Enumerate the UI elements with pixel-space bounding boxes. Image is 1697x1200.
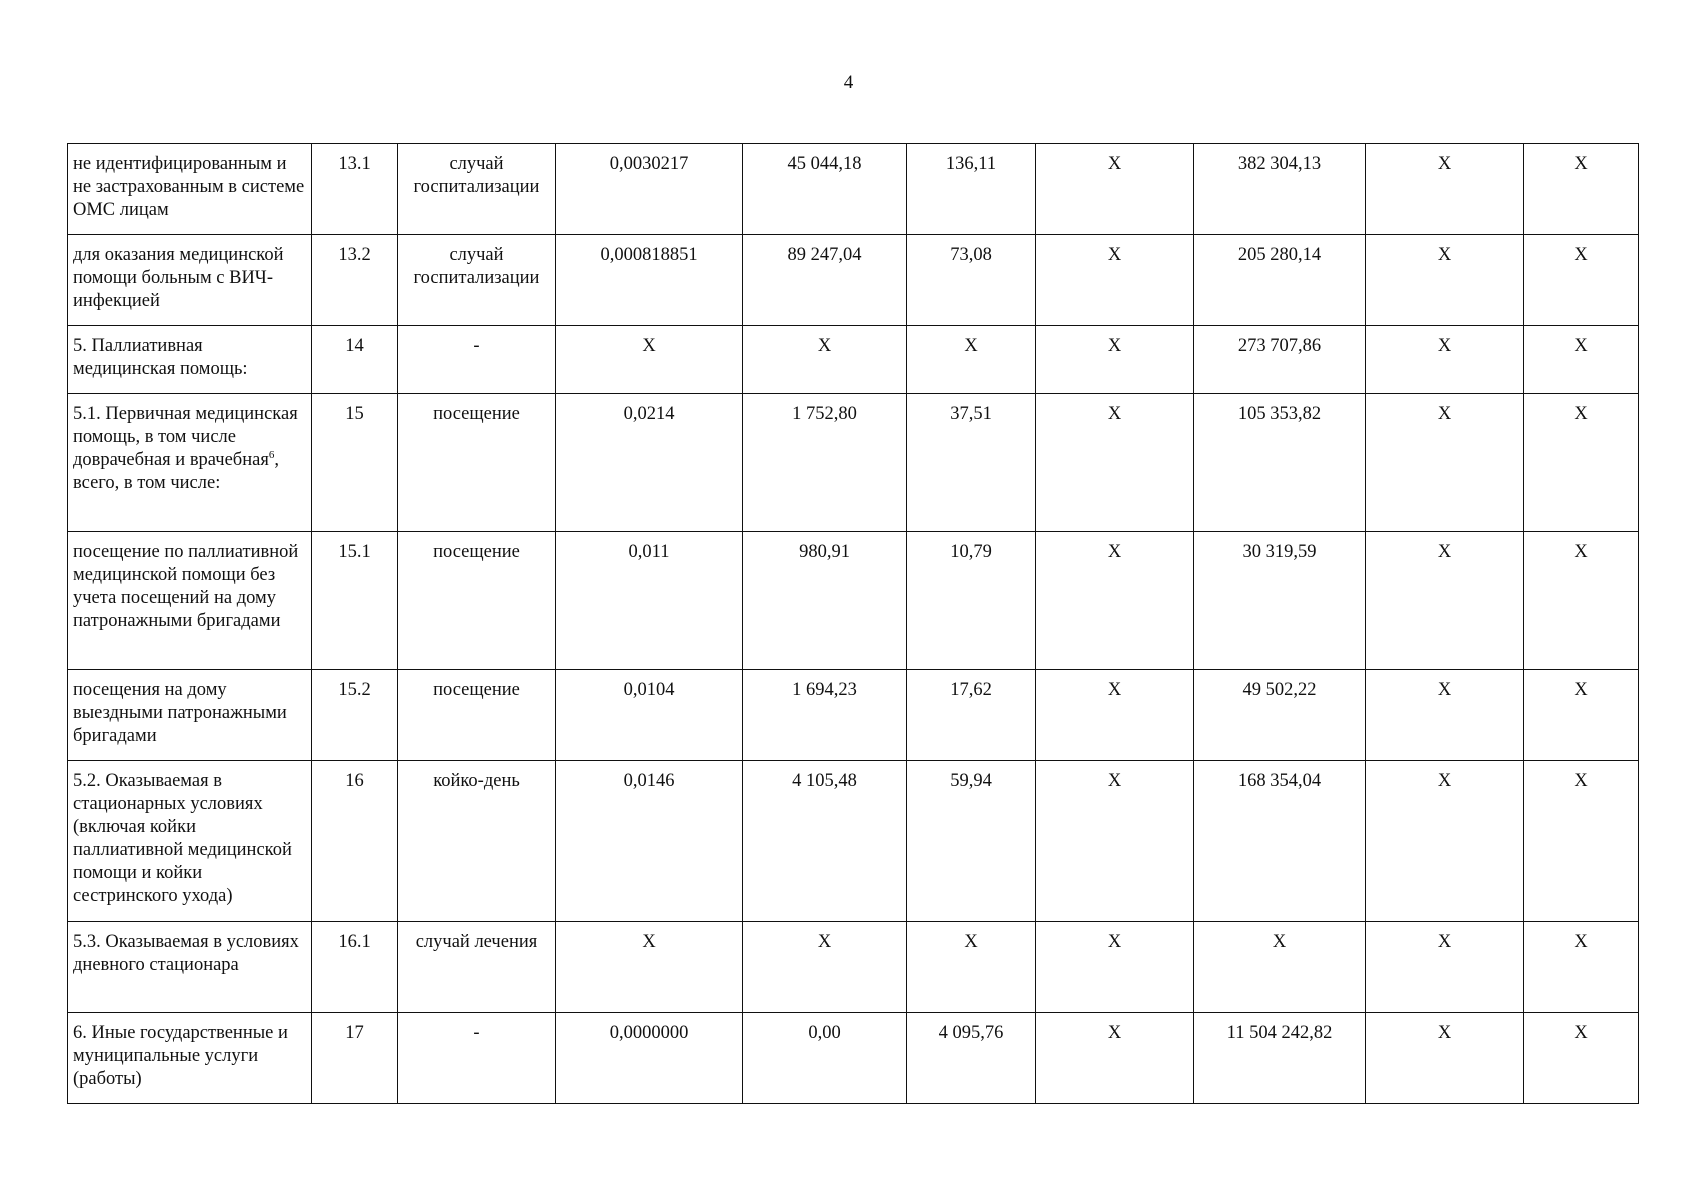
value-cell: X — [1524, 326, 1639, 394]
value-cell: 49 502,22 — [1194, 670, 1366, 761]
value-cell: 1 752,80 — [743, 394, 907, 532]
row-name-cell: не идентифицированным и не застрахованным в системе ОМС лицам — [68, 144, 312, 235]
row-name-cell: 5.2. Оказываемая в стационарных условиях (включая койки паллиативной медицинской помощи и койки сестринского ухода) — [68, 761, 312, 922]
value-cell: 45 044,18 — [743, 144, 907, 235]
table-row — [68, 235, 1639, 326]
table-row — [68, 144, 1639, 235]
value-cell: X — [743, 326, 907, 394]
unit-cell: - — [398, 326, 556, 394]
value-cell: X — [1366, 235, 1524, 326]
value-cell: 37,51 — [907, 394, 1036, 532]
value-cell: 0,0030217 — [556, 144, 743, 235]
value-cell: X — [1524, 670, 1639, 761]
row-number-cell: 16 — [312, 761, 398, 922]
value-cell: 0,0000000 — [556, 1013, 743, 1104]
value-cell: X — [1366, 1013, 1524, 1104]
table-row — [68, 922, 1639, 1013]
value-cell: X — [743, 922, 907, 1013]
value-cell: X — [1036, 922, 1194, 1013]
table-row — [68, 326, 1639, 394]
value-cell: X — [1524, 922, 1639, 1013]
value-cell: 382 304,13 — [1194, 144, 1366, 235]
value-cell: X — [1036, 235, 1194, 326]
value-cell: X — [1524, 144, 1639, 235]
row-number-cell: 14 — [312, 326, 398, 394]
value-cell: 0,0146 — [556, 761, 743, 922]
value-cell: X — [1036, 326, 1194, 394]
value-cell: X — [1036, 394, 1194, 532]
data-table — [67, 143, 1639, 1104]
row-name-cell: посещения на дому выездными патронажными бригадами — [68, 670, 312, 761]
row-name-text-continued: , всего, в том числе: — [73, 450, 279, 493]
value-cell: 205 280,14 — [1194, 235, 1366, 326]
value-cell: 4 105,48 — [743, 761, 907, 922]
value-cell: X — [1524, 761, 1639, 922]
value-cell: X — [1036, 532, 1194, 670]
value-cell: X — [1366, 922, 1524, 1013]
value-cell: X — [1036, 670, 1194, 761]
value-cell: X — [1194, 922, 1366, 1013]
value-cell: 73,08 — [907, 235, 1036, 326]
value-cell: X — [1524, 235, 1639, 326]
value-cell: 4 095,76 — [907, 1013, 1036, 1104]
value-cell: 30 319,59 — [1194, 532, 1366, 670]
value-cell: X — [1366, 326, 1524, 394]
value-cell: 0,0214 — [556, 394, 743, 532]
value-cell: X — [907, 326, 1036, 394]
value-cell: X — [556, 326, 743, 394]
value-cell: 0,00 — [743, 1013, 907, 1104]
value-cell: X — [1036, 144, 1194, 235]
table-row — [68, 532, 1639, 670]
unit-cell: - — [398, 1013, 556, 1104]
value-cell: 1 694,23 — [743, 670, 907, 761]
value-cell: 0,0104 — [556, 670, 743, 761]
page-number: 4 — [843, 72, 854, 93]
value-cell: 11 504 242,82 — [1194, 1013, 1366, 1104]
table-row — [68, 761, 1639, 922]
row-name-cell: посещение по паллиативной медицинской помощи без учета посещений на дому патронажными бригадами — [68, 532, 312, 670]
row-number-cell: 13.1 — [312, 144, 398, 235]
value-cell: X — [1366, 394, 1524, 532]
value-cell: X — [1366, 532, 1524, 670]
value-cell: 10,79 — [907, 532, 1036, 670]
value-cell: 168 354,04 — [1194, 761, 1366, 922]
value-cell: 0,000818851 — [556, 235, 743, 326]
table-row — [68, 1013, 1639, 1104]
unit-cell: посещение — [398, 670, 556, 761]
row-number-cell: 15.1 — [312, 532, 398, 670]
value-cell: X — [1524, 532, 1639, 670]
row-number-cell: 15.2 — [312, 670, 398, 761]
value-cell: 0,011 — [556, 532, 743, 670]
row-name-cell — [68, 394, 312, 532]
value-cell: X — [1366, 670, 1524, 761]
row-name-cell: для оказания медицинской помощи больным с ВИЧ-инфекцией — [68, 235, 312, 326]
unit-cell: случай лечения — [398, 922, 556, 1013]
row-number-cell: 13.2 — [312, 235, 398, 326]
value-cell: X — [1524, 1013, 1639, 1104]
value-cell: X — [907, 922, 1036, 1013]
row-name-cell: 6. Иные государственные и муниципальные услуги (работы) — [68, 1013, 312, 1104]
value-cell: 273 707,86 — [1194, 326, 1366, 394]
value-cell: 17,62 — [907, 670, 1036, 761]
row-number-cell: 15 — [312, 394, 398, 532]
unit-cell: посещение — [398, 532, 556, 670]
row-name-text: 5.1. Первичная медицинская помощь, в том числе доврачебная и врачебная — [73, 404, 298, 470]
value-cell: 59,94 — [907, 761, 1036, 922]
row-number-cell: 17 — [312, 1013, 398, 1104]
footnote-marker: 6 — [268, 448, 275, 461]
unit-cell: койко-день — [398, 761, 556, 922]
value-cell: 105 353,82 — [1194, 394, 1366, 532]
value-cell: 136,11 — [907, 144, 1036, 235]
value-cell: 980,91 — [743, 532, 907, 670]
unit-cell: случай госпитализации — [398, 144, 556, 235]
unit-cell: посещение — [398, 394, 556, 532]
value-cell: X — [1036, 1013, 1194, 1104]
table-row — [68, 394, 1639, 532]
row-number-cell: 16.1 — [312, 922, 398, 1013]
value-cell: 89 247,04 — [743, 235, 907, 326]
row-name-cell: 5.3. Оказываемая в условиях дневного стационара — [68, 922, 312, 1013]
unit-cell: случай госпитализации — [398, 235, 556, 326]
table-row — [68, 670, 1639, 761]
value-cell: X — [1366, 144, 1524, 235]
value-cell: X — [1524, 394, 1639, 532]
value-cell: X — [556, 922, 743, 1013]
row-name-cell: 5. Паллиативная медицинская помощь: — [68, 326, 312, 394]
value-cell: X — [1366, 761, 1524, 922]
value-cell: X — [1036, 761, 1194, 922]
